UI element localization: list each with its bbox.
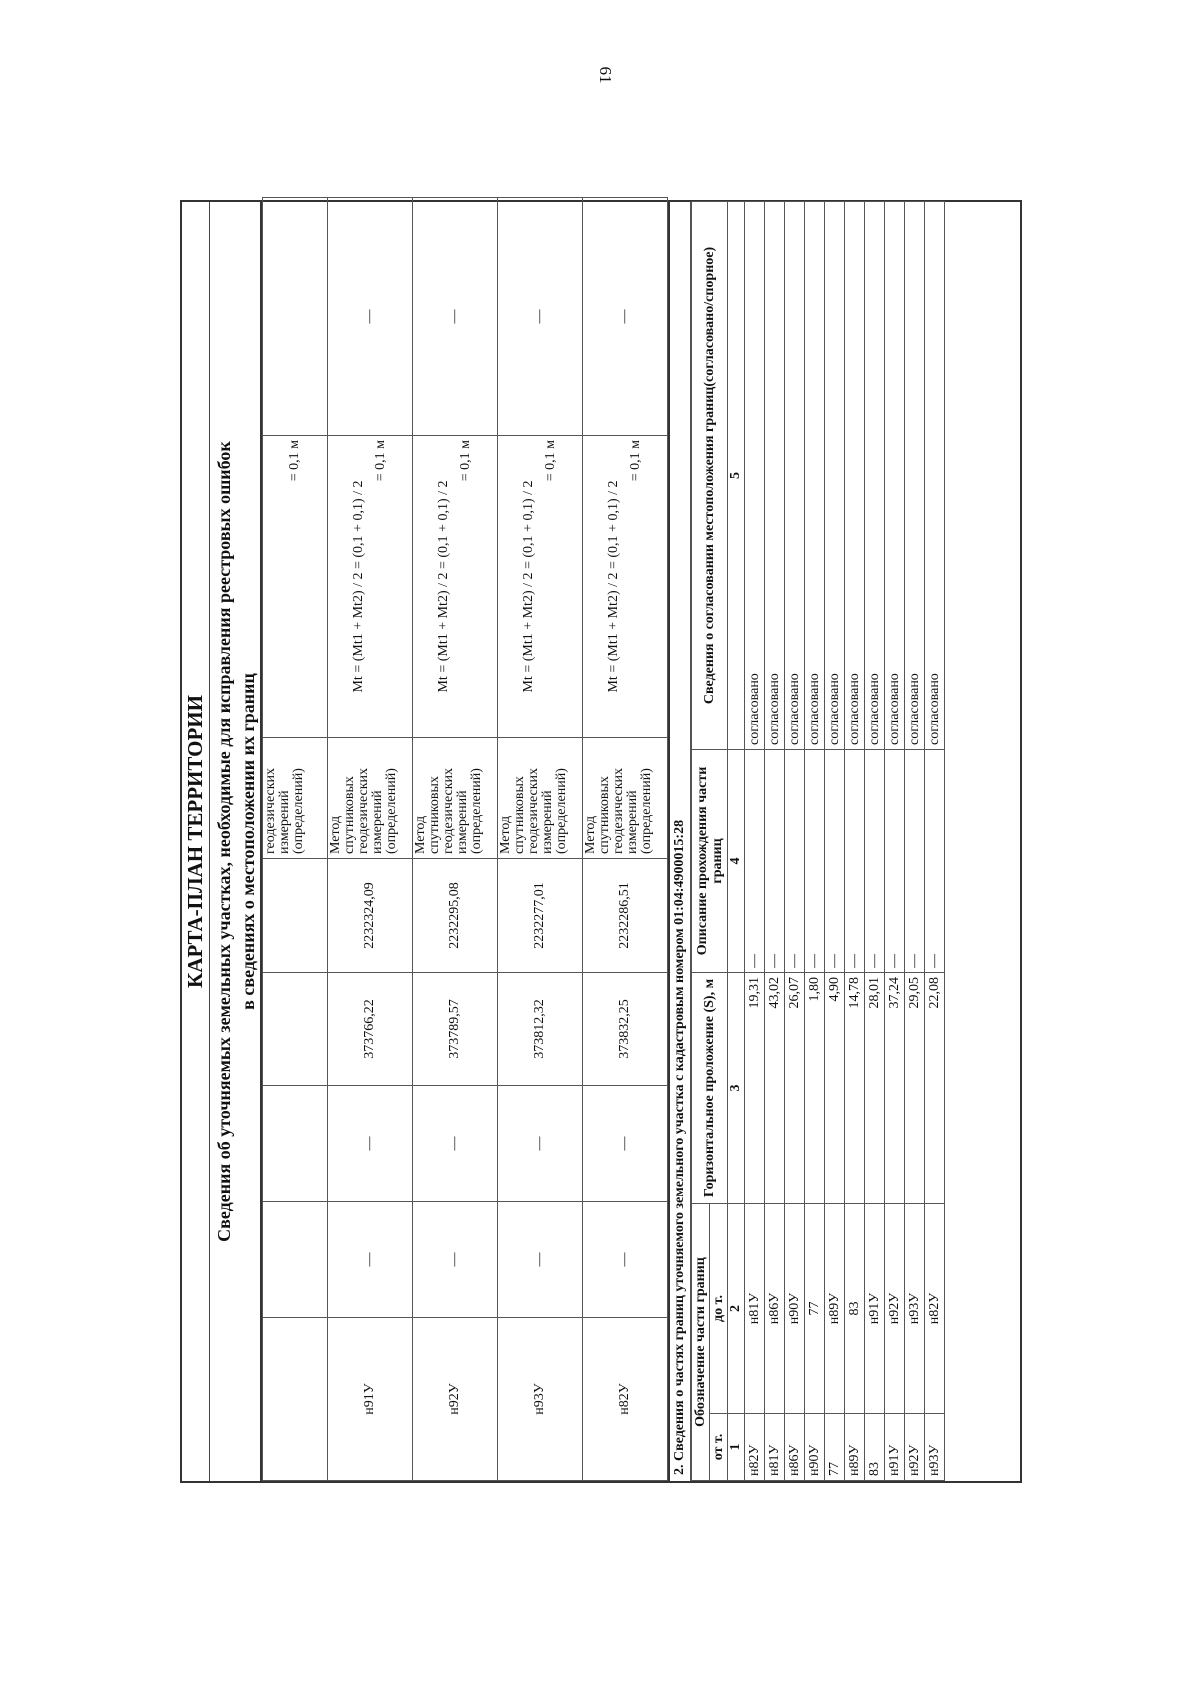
table-row: [905, 201, 925, 1480]
agreement-cell: согласовано: [885, 201, 905, 749]
description-cell: —: [765, 749, 785, 972]
land-plan-sheet: [180, 200, 1022, 1483]
agreement-cell: согласовано: [785, 201, 805, 749]
from-point: н86У: [785, 1414, 805, 1481]
agreement-cell: согласовано: [825, 201, 845, 749]
method-cell: геодезических измерений (определений): [263, 738, 328, 859]
dash-cell: —: [498, 198, 583, 436]
distance-value: 29,05: [905, 972, 925, 1203]
distance-value: 22,08: [925, 972, 945, 1203]
distance-value: 1,80: [805, 972, 825, 1203]
col-number: 1: [728, 1414, 745, 1481]
distance-value: 43,02: [765, 972, 785, 1203]
distance-value: 26,07: [785, 972, 805, 1203]
description-cell: —: [925, 749, 945, 972]
coordinate-y: 2232324,09: [328, 859, 413, 973]
table-row: [583, 198, 668, 1481]
col-number: 4: [728, 749, 745, 972]
to-point: н89У: [825, 1203, 845, 1413]
distance-value: 28,01: [865, 972, 885, 1203]
subtitle-line-2: в сведениях о местоположении их границ: [238, 673, 258, 1010]
description-cell: —: [905, 749, 925, 972]
col-number: 2: [728, 1203, 745, 1413]
boundary-parts-table: [691, 201, 945, 1481]
method-cell: Метод спутниковых геодезических измерений (определений): [583, 738, 668, 859]
coordinate-x: 373766,22: [328, 973, 413, 1086]
to-point: н82У: [925, 1203, 945, 1413]
dash-cell: —: [328, 198, 413, 436]
to-point: н81У: [745, 1203, 765, 1413]
points-accuracy-table: [262, 197, 668, 1481]
coordinate-x: 373789,57: [413, 973, 498, 1086]
dash-cell: —: [498, 1202, 583, 1318]
table-row: [413, 198, 498, 1481]
formula-result: = 0,1 м: [287, 440, 302, 482]
to-point: 83: [845, 1203, 865, 1413]
dash-cell: —: [413, 1202, 498, 1318]
coordinate-x: 373812,32: [498, 973, 583, 1086]
dash-cell: —: [328, 1202, 413, 1318]
from-point: н91У: [885, 1414, 905, 1481]
dash-cell: —: [413, 198, 498, 436]
description-cell: —: [865, 749, 885, 972]
formula-cell: [583, 436, 668, 738]
to-point: 77: [805, 1203, 825, 1413]
dash-cell: —: [583, 1086, 668, 1202]
description-header: Описание прохождения части границ: [692, 749, 728, 972]
method-cell: Метод спутниковых геодезических измерений (определений): [413, 738, 498, 859]
header-row: [692, 201, 710, 1480]
agreement-cell: согласовано: [925, 201, 945, 749]
from-point: 77: [825, 1414, 845, 1481]
formula-result: = 0,1 м: [543, 440, 558, 482]
to-point: н86У: [765, 1203, 785, 1413]
dash-cell: —: [583, 198, 668, 436]
point-name: н93У: [498, 1318, 583, 1481]
table-row: [263, 198, 328, 1481]
agreement-cell: согласовано: [845, 201, 865, 749]
point-name: н92У: [413, 1318, 498, 1481]
table-row: [745, 201, 765, 1480]
table-row: [785, 201, 805, 1480]
agreement-cell: согласовано: [765, 201, 785, 749]
table-row: [865, 201, 885, 1480]
column-number-row: [728, 201, 745, 1480]
description-cell: —: [885, 749, 905, 972]
formula-result: = 0,1 м: [458, 440, 473, 482]
table-subtitle: [210, 202, 262, 1481]
formula-text: Mt = (Mt1 + Mt2) / 2 = (0,1 + 0,1) / 2: [436, 480, 451, 693]
to-point: н92У: [885, 1203, 905, 1413]
formula-text: Mt = (Mt1 + Mt2) / 2 = (0,1 + 0,1) / 2: [606, 480, 621, 693]
agreement-cell: согласовано: [865, 201, 885, 749]
dash-cell: —: [498, 1086, 583, 1202]
method-cell: Метод спутниковых геодезических измерений (определений): [498, 738, 583, 859]
table-row: [805, 201, 825, 1480]
table-row: [328, 198, 413, 1481]
col-number: 3: [728, 972, 745, 1203]
distance-value: 37,24: [885, 972, 905, 1203]
col-number: 5: [728, 201, 745, 749]
from-point: н90У: [805, 1414, 825, 1481]
from-point: н93У: [925, 1414, 945, 1481]
section-2-title: 2. Сведения о частях границ уточняемого земельного участка с кадастровым номером 01:04:4900015:28: [668, 202, 691, 1481]
formula-cell: [328, 436, 413, 738]
description-cell: —: [785, 749, 805, 972]
page-title: КАРТА-ПЛАН ТЕРРИТОРИИ: [182, 202, 210, 1481]
coordinate-y: 2232295,08: [413, 859, 498, 973]
table-row: [845, 201, 865, 1480]
from-point: н89У: [845, 1414, 865, 1481]
to-header: до т.: [710, 1203, 728, 1413]
to-point: н91У: [865, 1203, 885, 1413]
agreement-cell: согласовано: [745, 201, 765, 749]
description-cell: —: [805, 749, 825, 972]
from-point: н92У: [905, 1414, 925, 1481]
agreement-cell: согласовано: [805, 201, 825, 749]
point-name: н82У: [583, 1318, 668, 1481]
table-row: [825, 201, 845, 1480]
description-cell: —: [825, 749, 845, 972]
formula-text: Mt = (Mt1 + Mt2) / 2 = (0,1 + 0,1) / 2: [521, 480, 536, 693]
table-row: [925, 201, 945, 1480]
formula-result: = 0,1 м: [628, 440, 643, 482]
page-number: 61: [596, 66, 615, 84]
description-cell: —: [745, 749, 765, 972]
coordinate-y: 2232277,01: [498, 859, 583, 973]
to-point: н90У: [785, 1203, 805, 1413]
distance-value: 19,31: [745, 972, 765, 1203]
from-point: н82У: [745, 1414, 765, 1481]
coordinate-x: 373832,25: [583, 973, 668, 1086]
formula-text: Mt = (Mt1 + Mt2) / 2 = (0,1 + 0,1) / 2: [351, 480, 366, 693]
distance-value: 14,78: [845, 972, 865, 1203]
formula-result: = 0,1 м: [373, 440, 388, 482]
description-cell: —: [845, 749, 865, 972]
table-row: [765, 201, 785, 1480]
horizontal-header: Горизонтальное проложение (S), м: [692, 972, 728, 1203]
table-row: [885, 201, 905, 1480]
dash-cell: —: [328, 1086, 413, 1202]
distance-value: 4,90: [825, 972, 845, 1203]
agreement-header: Сведения о согласовании местоположения границ(согласовано/спорное): [692, 201, 728, 749]
to-point: н93У: [905, 1203, 925, 1413]
formula-cell: [413, 436, 498, 738]
coordinate-y: 2232286,51: [583, 859, 668, 973]
dash-cell: —: [583, 1202, 668, 1318]
designation-header: Обозначение части границ: [692, 1203, 710, 1480]
subtitle-line-1: Сведения об уточняемых земельных участках, необходимые для исправления реестровых ошибок: [214, 441, 234, 1242]
table-row: [498, 198, 583, 1481]
agreement-cell: согласовано: [905, 201, 925, 749]
formula-cell: [498, 436, 583, 738]
method-cell: Метод спутниковых геодезических измерений (определений): [328, 738, 413, 859]
dash-cell: —: [413, 1086, 498, 1202]
from-point: 83: [865, 1414, 885, 1481]
from-point: н81У: [765, 1414, 785, 1481]
from-header: от т.: [710, 1414, 728, 1481]
point-name: н91У: [328, 1318, 413, 1481]
